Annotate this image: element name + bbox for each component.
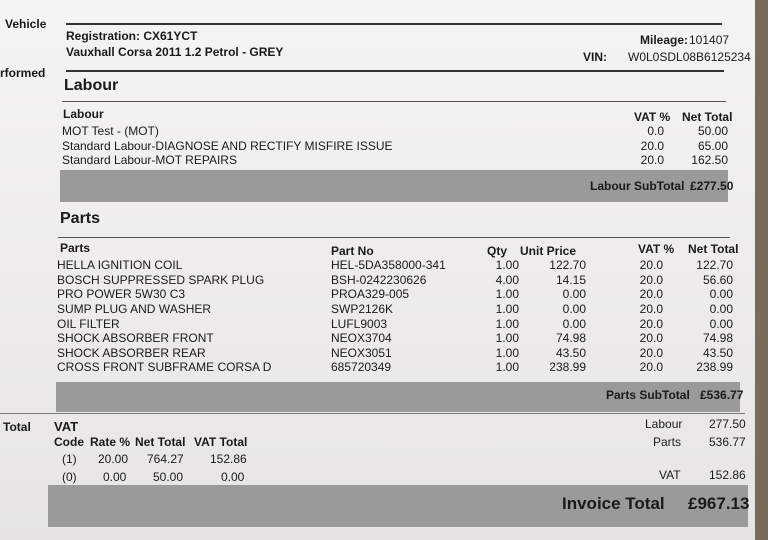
parts-rule [58, 237, 730, 238]
parts-net: 238.99 [696, 360, 733, 375]
labour-header-vat: VAT % [634, 110, 671, 124]
mileage-value: 101407 [689, 33, 730, 47]
parts-header-qty: Qty [487, 244, 508, 258]
parts-qty: 1.00 [495, 302, 519, 317]
parts-qty: 1.00 [495, 360, 519, 375]
table-row [57, 258, 733, 273]
totals-vat-label: VAT [659, 468, 681, 482]
labour-vat: 20.0 [640, 153, 664, 168]
parts-unit: 122.70 [549, 258, 586, 273]
parts-header-desc: Parts [60, 241, 91, 255]
labour-rule [62, 101, 726, 102]
vat-net: 764.27 [147, 452, 184, 466]
parts-partno: HEL-5DA358000-341 [331, 258, 446, 273]
table-row [57, 316, 733, 331]
labour-header-net: Net Total [682, 110, 733, 124]
total-side-label: Total [3, 420, 31, 434]
vat-total: 152.86 [210, 452, 247, 466]
parts-partno: PROA329-005 [331, 287, 410, 302]
parts-vat: 20.0 [639, 316, 663, 331]
labour-subtotal-label: Labour SubTotal [590, 179, 685, 193]
labour-desc: Standard Labour-MOT REPAIRS [62, 153, 237, 168]
table-row [57, 360, 733, 375]
labour-section-title: Labour [64, 77, 119, 94]
parts-net: 56.60 [702, 272, 733, 287]
parts-qty: 1.00 [495, 287, 519, 302]
parts-desc: SUMP PLUG AND WASHER [57, 302, 212, 317]
parts-partno: NEOX3051 [331, 345, 392, 360]
parts-unit: 0.00 [562, 287, 586, 302]
parts-net: 43.50 [702, 345, 733, 360]
parts-qty: 1.00 [495, 258, 519, 273]
labour-desc: Standard Labour-DIAGNOSE AND RECTIFY MISFIRE ISSUE [62, 138, 393, 153]
parts-unit: 0.00 [562, 316, 586, 331]
vat-header-code: Code [54, 435, 84, 449]
vat-code: (1) [62, 452, 77, 466]
vehicle-bottom-rule [66, 70, 724, 72]
parts-vat: 20.0 [639, 272, 663, 287]
parts-net: 0.00 [709, 287, 733, 302]
parts-unit: 43.50 [555, 345, 586, 360]
parts-vat: 20.0 [639, 331, 663, 346]
parts-subtotal-label: Parts SubTotal [606, 388, 690, 402]
parts-qty: 1.00 [495, 331, 519, 346]
vat-rate: 0.00 [103, 470, 127, 484]
vat-header-rate: Rate % [90, 435, 131, 449]
totals-vat-value: 152.86 [709, 468, 746, 482]
parts-net: 0.00 [709, 316, 733, 331]
totals-rule [0, 413, 745, 414]
parts-desc: CROSS FRONT SUBFRAME CORSA D [57, 360, 272, 375]
parts-partno: LUFL9003 [331, 316, 388, 331]
parts-unit: 238.99 [549, 360, 586, 375]
parts-partno: NEOX3704 [331, 331, 392, 346]
parts-desc: HELLA IGNITION COIL [57, 258, 183, 273]
parts-desc: OIL FILTER [57, 316, 120, 331]
vat-header-net: Net Total [135, 435, 186, 449]
labour-net: 50.00 [697, 124, 728, 139]
parts-vat: 20.0 [639, 345, 663, 360]
vat-net: 50.00 [153, 470, 184, 484]
parts-subtotal-value: £536.77 [700, 388, 744, 402]
labour-net: 65.00 [697, 138, 728, 153]
parts-vat: 20.0 [639, 287, 663, 302]
parts-net: 74.98 [702, 331, 733, 346]
parts-qty: 1.00 [495, 316, 519, 331]
labour-subtotal-value: £277.50 [690, 179, 734, 193]
parts-header-unit: Unit Price [520, 244, 577, 258]
totals-labour-label: Labour [645, 417, 683, 431]
parts-section-title: Parts [60, 210, 101, 227]
parts-desc: SHOCK ABSORBER FRONT [57, 331, 214, 346]
table-row [62, 124, 728, 139]
totals-parts-value: 536.77 [709, 435, 746, 449]
labour-table [62, 124, 728, 168]
parts-vat: 20.0 [639, 258, 663, 273]
parts-net: 0.00 [709, 302, 733, 317]
parts-unit: 0.00 [562, 302, 586, 317]
vehicle-top-rule [66, 23, 722, 25]
parts-table [57, 258, 733, 375]
parts-net: 122.70 [696, 258, 733, 273]
table-row [57, 331, 733, 346]
table-row [57, 346, 733, 361]
parts-partno: 685720349 [331, 360, 392, 375]
labour-desc: MOT Test - (MOT) [62, 124, 159, 139]
parts-header-partno: Part No [331, 244, 374, 258]
performed-side-label: rformed [0, 66, 46, 80]
registration: Registration: CX61YCT [66, 29, 198, 43]
labour-vat: 0.0 [647, 124, 664, 139]
parts-partno: SWP2126K [331, 302, 394, 317]
parts-qty: 4.00 [495, 272, 519, 287]
table-row [62, 139, 728, 154]
labour-header-desc: Labour [63, 107, 104, 121]
vin-value: W0L0SDL08B6125234 [628, 50, 751, 64]
labour-net: 162.50 [691, 153, 728, 168]
parts-unit: 14.15 [555, 272, 586, 287]
invoice-total-label: Invoice Total [562, 494, 665, 513]
vat-rate: 20.00 [98, 452, 129, 466]
vat-total: 0.00 [221, 470, 245, 484]
totals-labour-value: 277.50 [709, 417, 746, 431]
parts-qty: 1.00 [495, 345, 519, 360]
table-row [57, 273, 733, 288]
vat-code: (0) [62, 470, 77, 484]
parts-desc: BOSCH SUPPRESSED SPARK PLUG [57, 272, 265, 287]
parts-desc: SHOCK ABSORBER REAR [57, 345, 206, 360]
parts-unit: 74.98 [555, 331, 586, 346]
vehicle-description: Vauxhall Corsa 2011 1.2 Petrol - GREY [66, 45, 284, 59]
parts-header-net: Net Total [688, 242, 739, 256]
table-row [62, 153, 728, 168]
invoice-total-value: £967.13 [688, 494, 750, 513]
table-row [57, 287, 733, 302]
parts-desc: PRO POWER 5W30 C3 [57, 287, 186, 302]
vin-label: VIN: [583, 50, 607, 64]
vat-title: VAT [54, 419, 79, 434]
labour-vat: 20.0 [640, 138, 664, 153]
parts-vat: 20.0 [639, 360, 663, 375]
parts-partno: BSH-0242230626 [331, 272, 427, 287]
parts-vat: 20.0 [639, 302, 663, 317]
vat-header-vat: VAT Total [194, 435, 248, 449]
table-row [57, 302, 733, 317]
parts-header-vat: VAT % [638, 242, 675, 256]
totals-parts-label: Parts [653, 435, 682, 449]
mileage-label: Mileage: [640, 33, 689, 47]
vehicle-side-label: Vehicle [5, 17, 47, 31]
